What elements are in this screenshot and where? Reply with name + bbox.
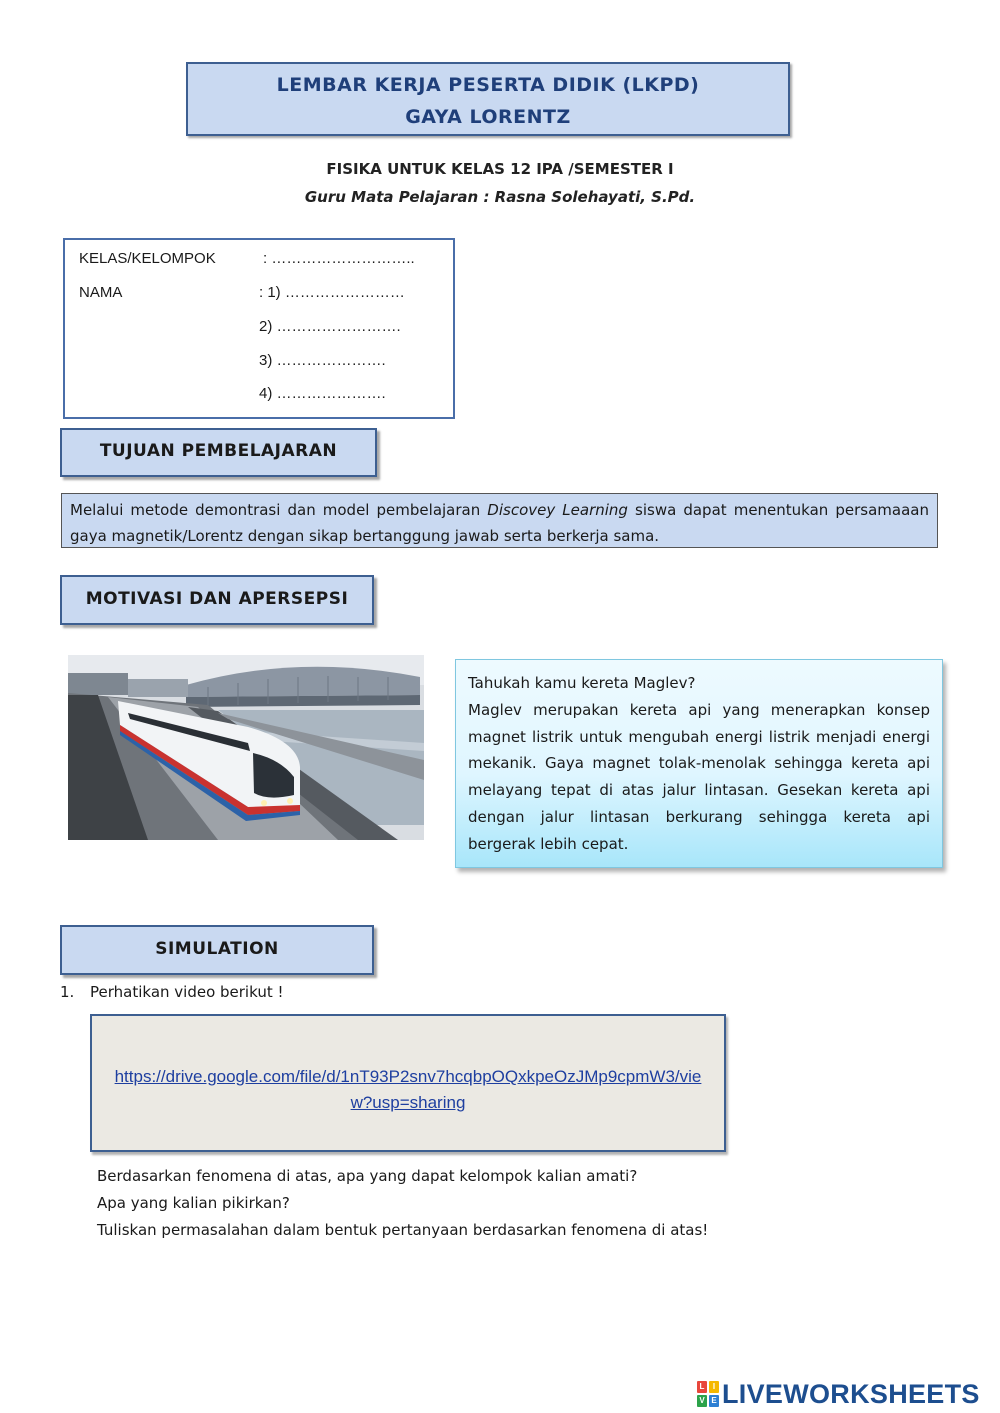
logo-letter-l: L — [697, 1381, 707, 1393]
question-3: Tuliskan permasalahan dalam bentuk pertanyaan berdasarkan fenomena di atas! — [97, 1221, 709, 1239]
maglev-question: Tahukah kamu kereta Maglev? — [468, 674, 696, 692]
subject-subtitle: FISIKA UNTUK KELAS 12 IPA /SEMESTER I — [326, 160, 674, 178]
item-number: 1. — [60, 983, 75, 1001]
title-line-2: GAYA LORENTZ — [405, 106, 571, 128]
logo-letter-i: I — [709, 1381, 719, 1393]
goals-text-part1: Melalui metode demontrasi dan model pembelajaran — [70, 501, 488, 519]
name-field-2[interactable]: 2) ……………………. — [259, 318, 401, 335]
maglev-train-illustration — [68, 655, 424, 840]
simulation-heading: SIMULATION — [60, 925, 374, 975]
liveworksheets-brand — [697, 1379, 980, 1409]
logo-letter-e: E — [709, 1395, 719, 1407]
maglev-paragraph: Maglev merupakan kereta api yang menerapkan konsep magnet listrik untuk mengubah energi listrik menjadi energi mekanik. Gaya magnet tolak-menolak sehingga kereta api melayang tepat di atas jalur lintasan. Gesekan kereta api dengan jalur lintasan berkurang sehingga kereta api bergerak lebih cepat. — [468, 700, 930, 853]
name-field-1[interactable]: : 1) …………………… — [259, 284, 405, 301]
goals-text — [61, 493, 938, 548]
identity-box — [63, 238, 455, 419]
video-link[interactable]: https://drive.google.com/file/d/1nT93P2snv7hcqbpOQxkpeOzJMp9cpmW3/view?usp=sharing — [114, 1067, 702, 1112]
class-field[interactable]: : ……………………….. — [263, 250, 415, 267]
name-field-3[interactable]: 3) …………………. — [259, 352, 386, 369]
liveworksheets-logo-icon — [697, 1381, 719, 1407]
title-line-1: LEMBAR KERJA PESERTA DIDIK (LKPD) — [276, 74, 700, 96]
question-1: Berdasarkan fenomena di atas, apa yang dapat kelompok kalian amati? — [97, 1167, 638, 1185]
teacher-line: Guru Mata Pelajaran : Rasna Solehayati, S.Pd. — [304, 188, 696, 206]
name-field-4[interactable]: 4) …………………. — [259, 385, 386, 402]
liveworksheets-name: LIVEWORKSHEETS — [722, 1378, 980, 1409]
video-link-box — [90, 1014, 726, 1152]
video-instruction: Perhatikan video berikut ! — [90, 983, 284, 1001]
motivation-heading: MOTIVASI DAN APERSEPSI — [60, 575, 374, 625]
name-label: NAMA — [79, 284, 123, 301]
goals-text-italic: Discovey Learning — [487, 501, 628, 519]
goals-heading: TUJUAN PEMBELAJARAN — [60, 428, 377, 477]
goals-text-part2: siswa dapat menentukan persamaaan gaya magnetik/Lorentz dengan sikap bertanggung jawab serta berkerja sama. — [70, 501, 929, 545]
class-label: KELAS/KELOMPOK — [79, 250, 216, 267]
title-box — [186, 62, 790, 136]
question-2: Apa yang kalian pikirkan? — [97, 1194, 290, 1212]
maglev-train-photo — [68, 655, 424, 840]
logo-letter-v: V — [697, 1395, 707, 1407]
maglev-info-box — [455, 659, 943, 868]
